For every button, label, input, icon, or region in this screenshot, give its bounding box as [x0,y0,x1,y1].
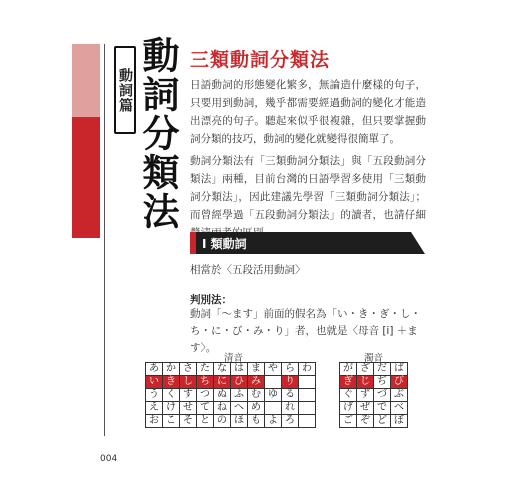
kana-cell: し [180,376,197,389]
kana-cell: ゆ [265,389,282,402]
kana-row [146,402,316,415]
kana-cell: に [214,376,231,389]
kana-cell: の [214,415,231,428]
kana-cell: す [180,389,197,402]
kana-row [340,363,408,376]
kana-cell: か [163,363,180,376]
kana-cell: じ [357,376,374,389]
kana-cell: と [197,415,214,428]
rule-heading: 判別法： [190,294,232,306]
kana-cell: ほ [231,415,248,428]
kana-cell: ぬ [214,389,231,402]
kana-cell: ざ [357,363,374,376]
kana-cell: ろ [282,415,299,428]
kana-cell [265,402,282,415]
kana-cell: も [248,415,265,428]
kana-cell: だ [374,363,391,376]
side-divider-line [104,44,105,436]
kana-cell: ぼ [391,415,408,428]
kana-cell: べ [391,402,408,415]
kana-cell: む [248,389,265,402]
section-header-bar [190,232,425,254]
kana-cell: う [146,389,163,402]
clear-sound-kana-table [145,362,316,428]
kana-cell [299,389,316,402]
kana-cell: つ [197,389,214,402]
intro-paragraph: 日語動詞的形態變化繁多，無論造什麼樣的句子，只要用到動詞，幾乎都需要經過動詞的變化才能造出漂亮的句子。聽起來似乎很複雜，但只要掌握動詞分類的技巧，動詞的變化就變得很簡單了。 [190,79,426,145]
kana-cell: め [248,402,265,415]
kana-cell: ら [282,363,299,376]
kana-cell: わ [299,363,316,376]
kana-row [146,376,316,389]
rule-text: 動詞「～ます」前面的假名為「い・き・ぎ・し・ち・に・び・み・り」者，也就是〈母音 [i] ＋ます〉。 [190,308,421,354]
kana-cell: は [231,363,248,376]
equivalent-note: 相當於〈五段活用動詞〉 [190,264,306,276]
kana-cell: ね [214,402,231,415]
kana-cell: い [146,376,163,389]
kana-cell: ず [357,389,374,402]
section-title: I 類動詞 [202,237,247,251]
kana-cell [299,402,316,415]
kana-cell: そ [180,415,197,428]
kana-cell: え [146,402,163,415]
clear-sound-label: 清音 [224,353,244,364]
kana-cell: び [391,376,408,389]
kana-cell: け [163,402,180,415]
kana-cell: が [340,363,357,376]
kana-cell: る [282,389,299,402]
classification-paragraph: 動詞分類法有「三類動詞分類法」與「五段動詞分類法」兩種，目前台灣的日語學習多使用「三類動詞分類法」，因此建議先學習「三類動詞分類法」；而曾經學過「五段動詞分類法」的讀者，也請仔細 [190,155,426,221]
kana-cell: げ [340,402,357,415]
kana-cell: ば [391,363,408,376]
kana-cell [299,415,316,428]
kana-row [340,389,408,402]
kana-cell: ぞ [357,415,374,428]
kana-cell: さ [180,363,197,376]
kana-cell: ぐ [340,389,357,402]
kana-cell: く [163,389,180,402]
kana-cell [265,376,282,389]
kana-cell: ち [197,376,214,389]
kana-row [340,415,408,428]
side-decoration-pink [72,44,100,117]
kana-cell: ひ [231,376,248,389]
kana-cell: て [197,402,214,415]
kana-cell: ご [340,415,357,428]
kana-cell: ま [248,363,265,376]
kana-cell: ぜ [357,402,374,415]
kana-cell: ぎ [340,376,357,389]
section-accent [190,232,196,254]
kana-cell: せ [180,402,197,415]
page-title: 三類動詞分類法 [190,49,331,71]
kana-cell: こ [163,415,180,428]
kana-cell: ど [374,415,391,428]
kana-cell: づ [374,389,391,402]
page-number: 004 [100,454,118,464]
kana-cell: お [146,415,163,428]
kana-row [340,402,408,415]
kana-row [146,363,316,376]
kana-cell: れ [282,402,299,415]
section-bar-corner [411,232,425,254]
kana-cell: で [374,402,391,415]
voiced-sound-label: 濁音 [364,353,384,364]
kana-cell: な [214,363,231,376]
kana-cell [299,376,316,389]
kana-cell: や [265,363,282,376]
kana-cell: よ [265,415,282,428]
kana-row [146,389,316,402]
side-decoration-red [72,117,100,238]
kana-cell: り [282,376,299,389]
kana-cell: ふ [231,389,248,402]
kana-cell: ぢ [374,376,391,389]
kana-row [340,376,408,389]
kana-cell: あ [146,363,163,376]
voiced-sound-kana-table [339,362,408,428]
category-label: 動詞篇 [114,46,136,134]
chapter-title: 動詞分類法 [136,36,180,231]
kana-cell: み [248,376,265,389]
kana-cell: た [197,363,214,376]
kana-cell: ぶ [391,389,408,402]
kana-cell: へ [231,402,248,415]
kana-cell: き [163,376,180,389]
kana-row [146,415,316,428]
